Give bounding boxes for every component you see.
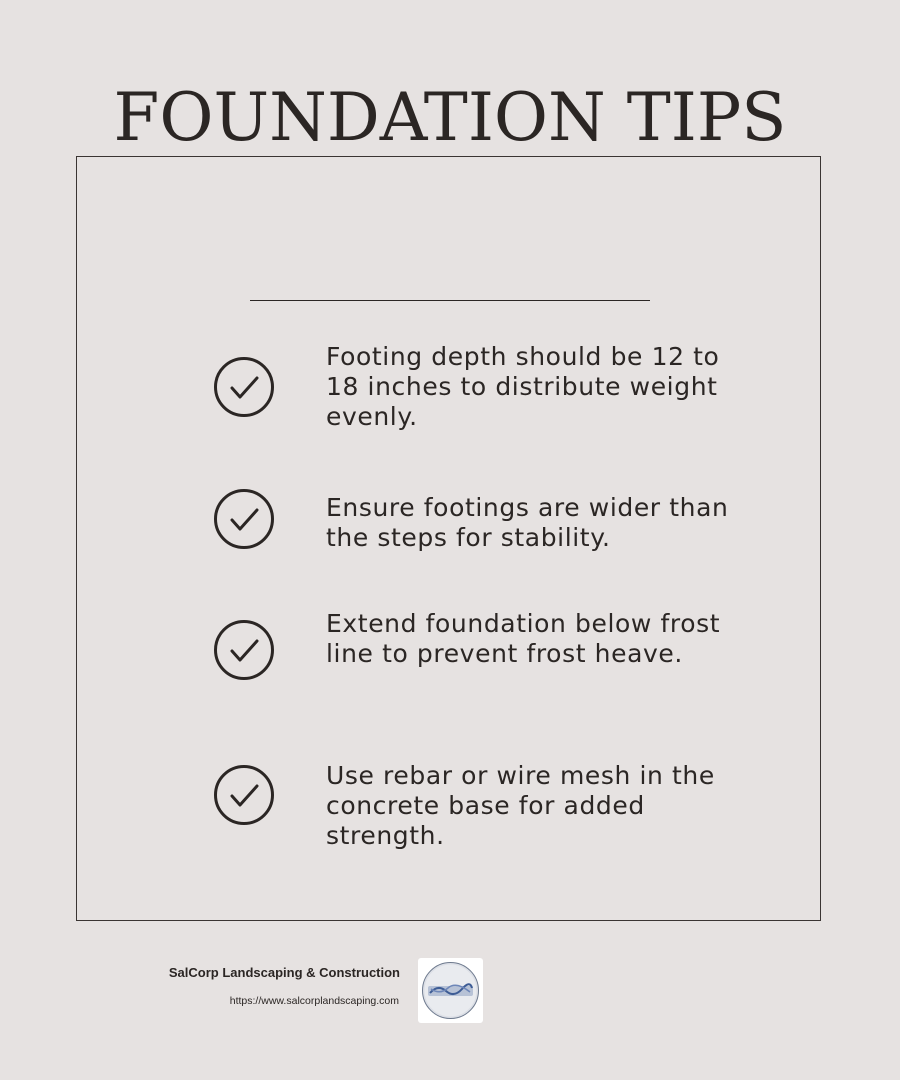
- divider-line: [250, 300, 650, 301]
- tip-text-footing-depth: Footing depth should be 12 to 18 inches to distribute weight evenly.: [326, 342, 720, 431]
- company-name: SalCorp Landscaping & Construction: [168, 965, 400, 980]
- website-link[interactable]: https://www.salcorplandscaping.com: [229, 995, 399, 1007]
- tip-text-frost-line: Extend foundation below frost line to prevent frost heave.: [326, 609, 721, 668]
- page-title: FOUNDATION TIPS: [113, 79, 787, 157]
- check-circle-icon: [213, 488, 275, 550]
- tip-text-footing-width: Ensure footings are wider than the steps for stability.: [326, 493, 729, 552]
- check-circle-icon: [213, 356, 275, 418]
- tip-text-rebar: Use rebar or wire mesh in the concrete base for added strength.: [326, 761, 715, 850]
- check-circle-icon: [213, 764, 275, 826]
- salcorp-logo: [418, 958, 483, 1023]
- check-circle-icon: [213, 619, 275, 681]
